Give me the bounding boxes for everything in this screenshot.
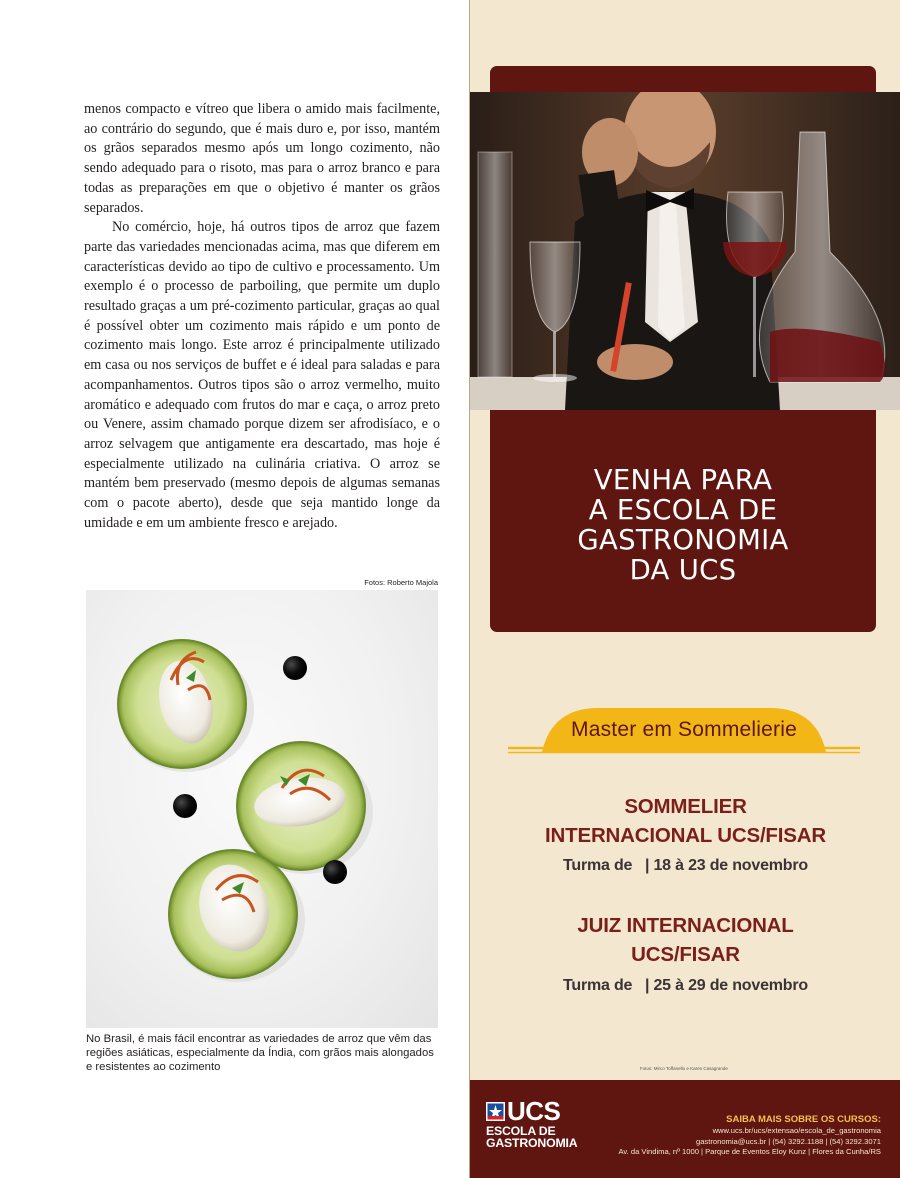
footer-address: Av. da Vindima, nº 1000 | Parque de Eventos Eloy Kunz | Flores da Cunha/RS (618, 1147, 881, 1156)
article-paragraph-1: menos compacto e vítreo que libera o amido mais facilmente, ao contrário do segundo, que é mais duro e, por isso, mantém os grãos separados mesmo após um longo cozimento, não sendo adequado para o risoto, mas para o arroz branco e para todas as preparações em que o objetivo é manter os grãos separados. (84, 101, 440, 216)
program-banner (508, 706, 860, 756)
ucs-logo-name: UCS (507, 1096, 561, 1126)
photo-caption: No Brasil, é mais fácil encontrar as variedades de arroz que vêm das regiões asiáticas, especialmente da Índia, com grãos mais alongados e resistentes ao cozimento (86, 1033, 434, 1074)
ad-headline-box (490, 410, 876, 632)
ad-footer (470, 1080, 900, 1178)
ad-headline: VENHA PARA A ESCOLA DE GASTRONOMIA DA UCS (577, 464, 789, 586)
article-paragraph-2: No comércio, hoje, há outros tipos de arroz que fazem parte das variedades mencionadas acima, mas que diferem em características devido ao tipo de cultivo e processamento. Um exemplo é o processo de parboiling, que permite um duplo resultado graças a um pré-cozimento particular, graças ao qual é possível obter um cozimento mais rápido e um ponto de cozimento mais longo. Este arroz é principalmente utilizado em casa ou nos serviços de buffet e é ideal para saladas e para acompanhamentos. Outros tipos são o arroz vermelho, muito aromático e adequado com frutos do mar e caça, o arroz preto ou Venere, assim chamado porque dizem ser afrodisíaco, e o arroz selvagem que antigamente era descartado, mas hoje é especialmente utilizado na culinária criativa. O arroz se mantém bem preservado (mesmo depois de algumas semanas com o pacote aberto), desde que seja mantido longe da umidade e em um ambiente fresco e arejado. (84, 219, 440, 531)
ad-photo-credit: Fotos: Mirco Toffanello e Karen Casagrande (640, 1066, 728, 1071)
dish-photo (86, 590, 438, 1028)
course-date-juiz: Turma de | 25 à 29 de novembro (563, 977, 808, 994)
footer-website[interactable]: www.ucs.br/ucs/extensao/escola_de_gastronomia (712, 1126, 881, 1135)
dish-illustration (86, 590, 438, 1028)
ucs-logo-school: ESCOLA DE GASTRONOMIA (486, 1124, 578, 1150)
footer-cta: SAIBA MAIS SOBRE OS CURSOS: (726, 1114, 881, 1125)
ad-top-bar (490, 66, 876, 92)
ucs-logo (486, 1096, 596, 1160)
footer-email-phone: gastronomia@ucs.br | (54) 3292.1188 | (54) 3292.3071 (695, 1136, 881, 1146)
program-title: Master em Sommelierie (571, 718, 797, 741)
sommelier-photo (470, 92, 900, 410)
photo-credit: Fotos: Roberto Majola (364, 578, 438, 587)
course-title-sommelier: SOMMELIER INTERNACIONAL UCS/FISAR (545, 795, 826, 847)
course-title-juiz: JUIZ INTERNACIONAL UCS/FISAR (577, 914, 794, 966)
school-advertisement (469, 0, 900, 1178)
ucs-flag-icon (486, 1102, 505, 1121)
sommelier-illustration (470, 92, 900, 410)
footer-contact-info (618, 1114, 881, 1158)
article-text (84, 100, 440, 533)
course-date-sommelier: Turma de | 18 à 23 de novembro (563, 857, 808, 874)
